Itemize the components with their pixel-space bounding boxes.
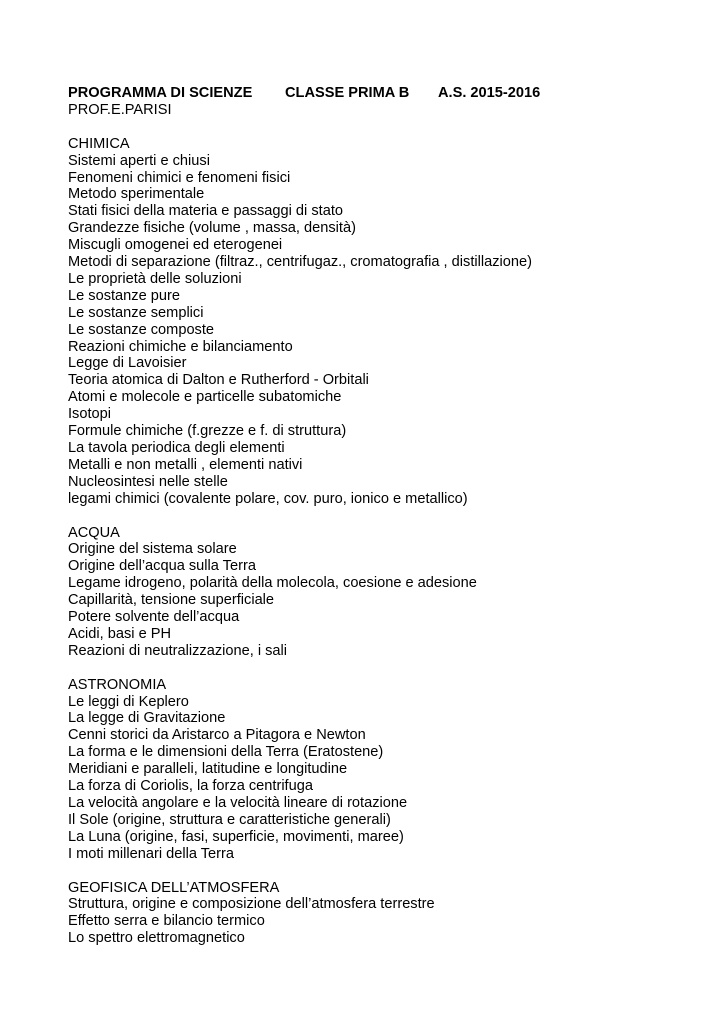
section [68, 525, 540, 660]
section-item: Capillarità, tensione superficiale [68, 592, 275, 609]
section-title: ASTRONOMIA [68, 676, 167, 693]
sections-container [68, 136, 540, 947]
section-item: Legame idrogeno, polarità della molecola, coesione e adesione [68, 575, 477, 592]
section-item: Il Sole (origine, struttura e caratteristiche generali) [68, 811, 391, 828]
section-item: Reazioni di neutralizzazione, i sali [68, 642, 288, 659]
section-item: Teoria atomica di Dalton e Rutherford - Orbitali [68, 372, 369, 389]
section-item: Formule chimiche (f.grezze e f. di struttura) [68, 423, 347, 440]
header-year: A.S. 2015-2016 [438, 85, 541, 101]
section-item: Cenni storici da Aristarco a Pitagora e Newton [68, 727, 366, 744]
section-item: Le sostanze semplici [68, 304, 204, 321]
section-item: Lo spettro elettromagnetico [68, 930, 245, 947]
section-item: Fenomeni chimici e fenomeni fisici [68, 169, 291, 186]
section-item: Metalli e non metalli , elementi nativi [68, 456, 303, 473]
section-title: CHIMICA [68, 135, 130, 152]
document-content [68, 85, 540, 947]
section-item: Origine del sistema solare [68, 541, 237, 558]
section-item: Atomi e molecole e particelle subatomiche [68, 389, 342, 406]
section-item: Acidi, basi e PH [68, 625, 172, 642]
section-item: La Luna (origine, fasi, superficie, movimenti, maree) [68, 828, 404, 845]
section-item: Grandezze fisiche (volume , massa, densità) [68, 220, 356, 237]
section-item: Le proprietà delle soluzioni [68, 270, 242, 287]
section-item: La tavola periodica degli elementi [68, 440, 285, 457]
section-item: I moti millenari della Terra [68, 845, 234, 862]
section-item: La legge di Gravitazione [68, 710, 226, 727]
section-item: Le leggi di Keplero [68, 693, 189, 710]
header-teacher: PROF.E.PARISI [68, 101, 172, 118]
section-item: Nucleosintesi nelle stelle [68, 473, 228, 490]
section-item: Struttura, origine e composizione dell’atmosfera terrestre [68, 896, 435, 913]
section-item: Legge di Lavoisier [68, 355, 187, 372]
section [68, 136, 540, 508]
section-item: Miscugli omogenei ed eterogenei [68, 237, 283, 254]
section-item: Le sostanze composte [68, 321, 215, 338]
header-row [68, 85, 540, 102]
section-item: Effetto serra e bilancio termico [68, 913, 265, 930]
section-item: Origine dell’acqua sulla Terra [68, 558, 256, 575]
section-item: Metodo sperimentale [68, 186, 205, 203]
header-class: CLASSE PRIMA B [285, 85, 410, 101]
section-item: Reazioni chimiche e bilanciamento [68, 338, 293, 355]
section-item: legami chimici (covalente polare, cov. puro, ionico e metallico) [68, 490, 468, 507]
section-item: Isotopi [68, 406, 111, 423]
section-item: Le sostanze pure [68, 287, 180, 304]
section-item: Metodi di separazione (filtraz., centrifugaz., cromatografia , distillazione) [68, 254, 532, 271]
section-title: ACQUA [68, 524, 120, 541]
header-subject: PROGRAMMA DI SCIENZE [68, 85, 253, 101]
section [68, 880, 540, 948]
section-item: Stati fisici della materia e passaggi di stato [68, 203, 343, 220]
section-item: Potere solvente dell’acqua [68, 609, 240, 626]
section [68, 677, 540, 863]
section-item: La velocità angolare e la velocità lineare di rotazione [68, 795, 408, 812]
section-item: Sistemi aperti e chiusi [68, 152, 210, 169]
section-item: La forma e le dimensioni della Terra (Eratostene) [68, 744, 384, 761]
section-item: Meridiani e paralleli, latitudine e longitudine [68, 761, 348, 778]
section-item: La forza di Coriolis, la forza centrifuga [68, 778, 313, 795]
section-title: GEOFISICA DELL’ATMOSFERA [68, 879, 280, 896]
